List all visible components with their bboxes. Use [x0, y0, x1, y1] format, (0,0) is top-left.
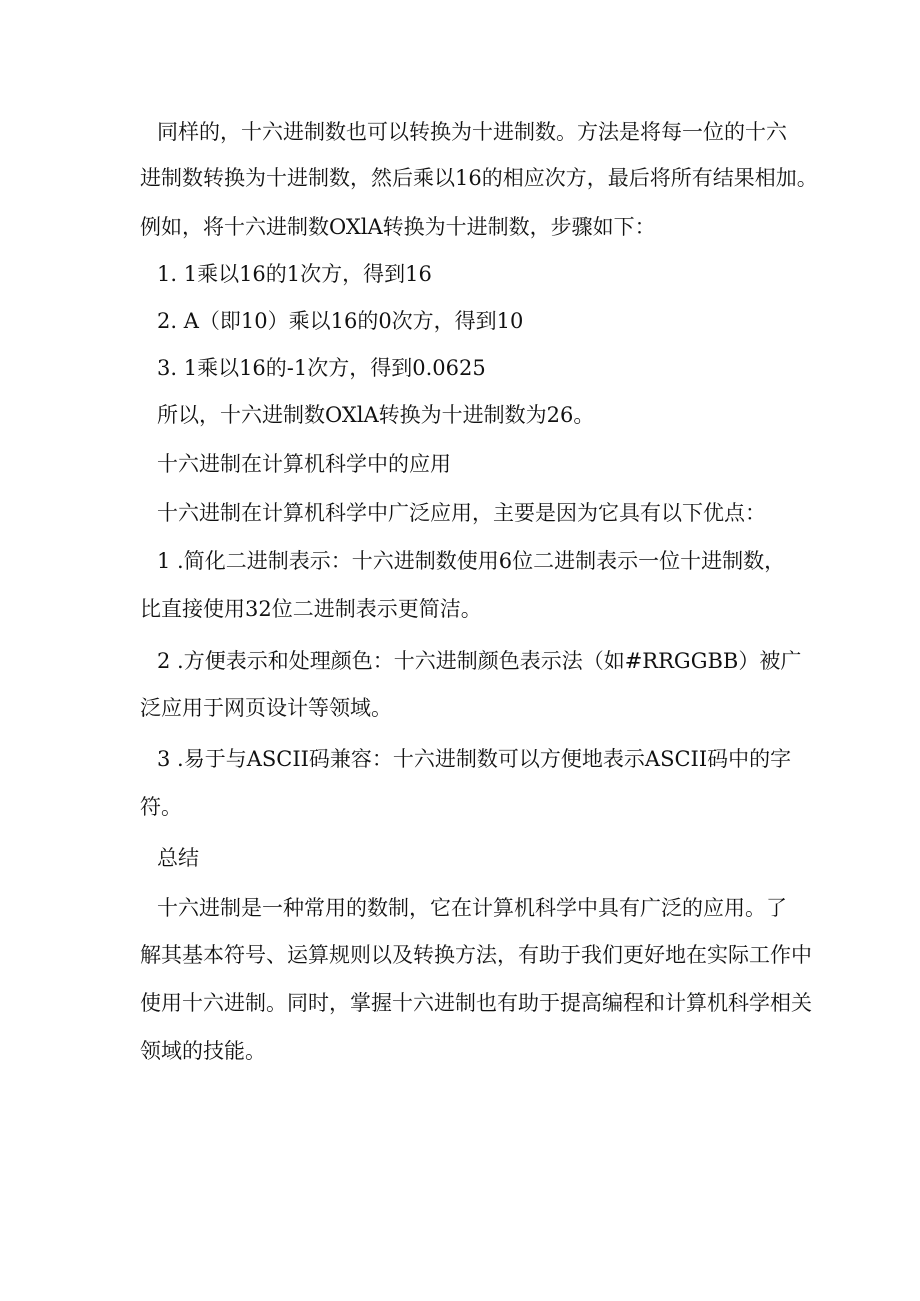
list-item-continuation: 符。	[140, 795, 182, 819]
paragraph-line: 解其基本符号、运算规则以及转换方法，有助于我们更好地在实际工作中	[140, 943, 812, 967]
list-item-continuation: 比直接使用32位二进制表示更简洁。	[140, 597, 482, 621]
section-heading: 总结	[157, 846, 199, 870]
paragraph-line: 领域的技能。	[140, 1039, 266, 1063]
list-item: 2. A（即10）乘以16的0次方，得到10	[157, 309, 524, 333]
paragraph-line: 进制数转换为十进制数，然后乘以16的相应次方，最后将所有结果相加。	[140, 166, 818, 190]
list-item-continuation: 泛应用于网页设计等领域。	[140, 696, 392, 720]
list-item: 3 .易于与ASCII码兼容：十六进制数可以方便地表示ASCII码中的字	[157, 747, 792, 771]
paragraph-line: 同样的，十六进制数也可以转换为十进制数。方法是将每一位的十六	[157, 120, 787, 144]
paragraph-line: 十六进制在计算机科学中广泛应用，主要是因为它具有以下优点：	[157, 501, 766, 525]
paragraph-line: 例如，将十六进制数OXlA转换为十进制数，步骤如下：	[140, 215, 656, 239]
list-item: 1 .简化二进制表示：十六进制数使用6位二进制表示一位十进制数，	[157, 549, 786, 573]
list-item: 2 .方便表示和处理颜色：十六进制颜色表示法（如#RRGGBB）被广	[157, 649, 802, 673]
paragraph-line: 使用十六进制。同时，掌握十六进制也有助于提高编程和计算机科学相关	[140, 991, 812, 1015]
paragraph-line: 所以，十六进制数OXlA转换为十进制数为26。	[157, 403, 595, 427]
list-item: 3. 1乘以16的-1次方，得到0.0625	[157, 356, 486, 380]
section-heading: 十六进制在计算机科学中的应用	[157, 452, 451, 476]
list-item: 1. 1乘以16的1次方，得到16	[157, 262, 432, 286]
paragraph-line: 十六进制是一种常用的数制，它在计算机科学中具有广泛的应用。了	[157, 896, 787, 920]
